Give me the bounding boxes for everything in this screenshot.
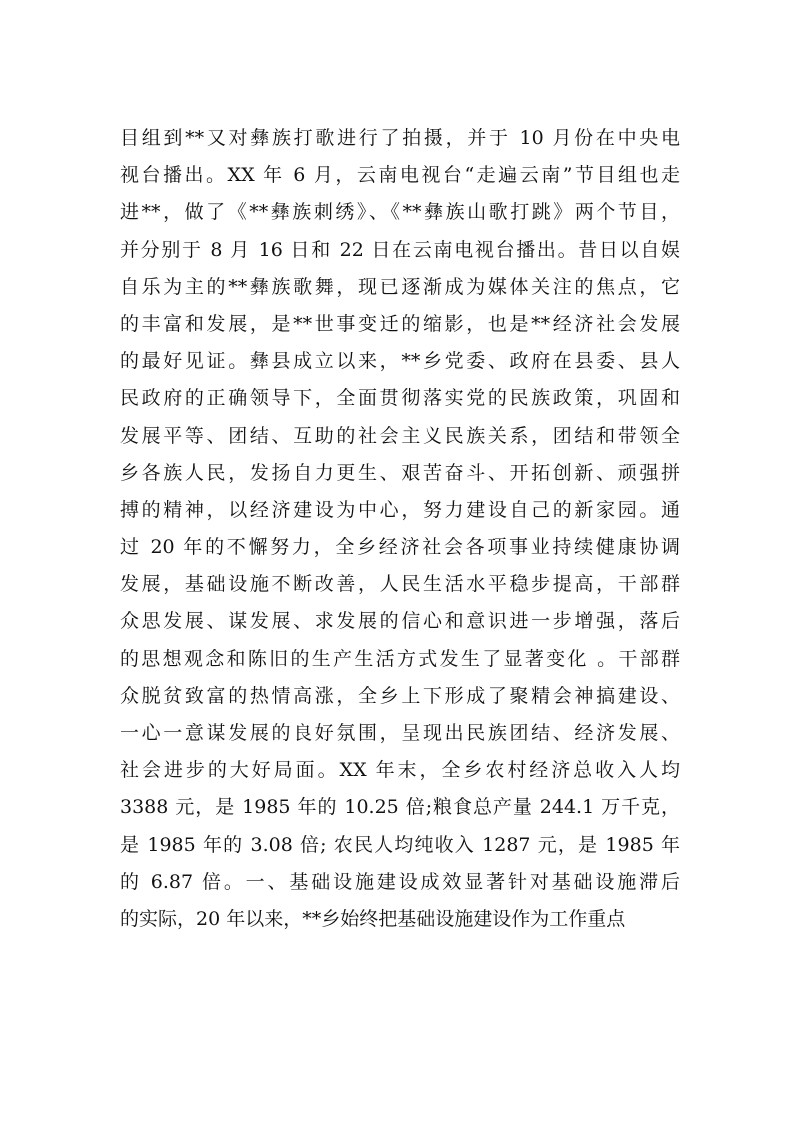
body-text: [120, 120, 680, 938]
text-line: 发展，基础设施不断改善，人民生活水平稳步提高，干部群: [120, 573, 680, 596]
text-line: 搏的精神，以经济建设为中心，努力建设自己的新家园。通: [120, 498, 680, 521]
text-line: 自乐为主的**彝族歌舞，现已逐渐成为媒体关注的焦点，它: [120, 275, 680, 298]
text-line: 众脱贫致富的热情高涨，全乡上下形成了聚精会神搞建设、: [120, 684, 680, 707]
text-line: 目组到**又对彝族打歌进行了拍摄，并于 10 月份在中央电: [120, 127, 680, 149]
text-line: 并分别于 8 月 16 日和 22 日在云南电视台播出。昔日以自娱: [120, 238, 680, 261]
text-line: 3388 元，是 1985 年的 10.25 倍;粮食总产量 244.1 万千克，: [120, 796, 680, 819]
text-line: 过 20 年的不懈努力，全乡经济社会各项事业持续健康协调: [120, 536, 680, 559]
text-line: 是 1985 年的 3.08 倍; 农民人均纯收入 1287 元，是 1985 年: [120, 833, 680, 856]
text-line: 进**，做了《**彝族刺绣》、《**彝族山歌打跳》两个节目，: [120, 201, 680, 224]
text-line: 的 6.87 倍。一、基础设施建设成效显著针对基础设施滞后: [120, 870, 680, 893]
text-line: 一心一意谋发展的良好氛围，呈现出民族团结、经济发展、: [120, 722, 680, 744]
text-line: 的丰富和发展，是**世事变迁的缩影，也是**经济社会发展: [120, 312, 680, 335]
text-line: 视台播出。XX 年 6 月，云南电视台“走遍云南”节目组也走: [120, 164, 680, 187]
text-line: 发展平等、团结、互助的社会主义民族关系，团结和带领全: [120, 424, 680, 447]
text-line: 的实际，20 年以来，**乡始终把基础设施建设作为工作重点: [120, 907, 626, 930]
text-line: 众思发展、谋发展、求发展的信心和意识进一步增强，落后: [120, 610, 680, 633]
text-line: 乡各族人民，发扬自力更生、艰苦奋斗、开拓创新、顽强拼: [120, 461, 680, 484]
text-line: 民政府的正确领导下，全面贯彻落实党的民族政策，巩固和: [120, 387, 680, 410]
text-line: 的思想观念和陈旧的生产生活方式发生了显著变化 。干部群: [120, 647, 680, 670]
text-line: 社会进步的大好局面。XX 年末，全乡农村经济总收入人均: [120, 759, 680, 782]
text-line: 的最好见证。彝县成立以来，**乡党委、政府在县委、县人: [120, 350, 680, 373]
